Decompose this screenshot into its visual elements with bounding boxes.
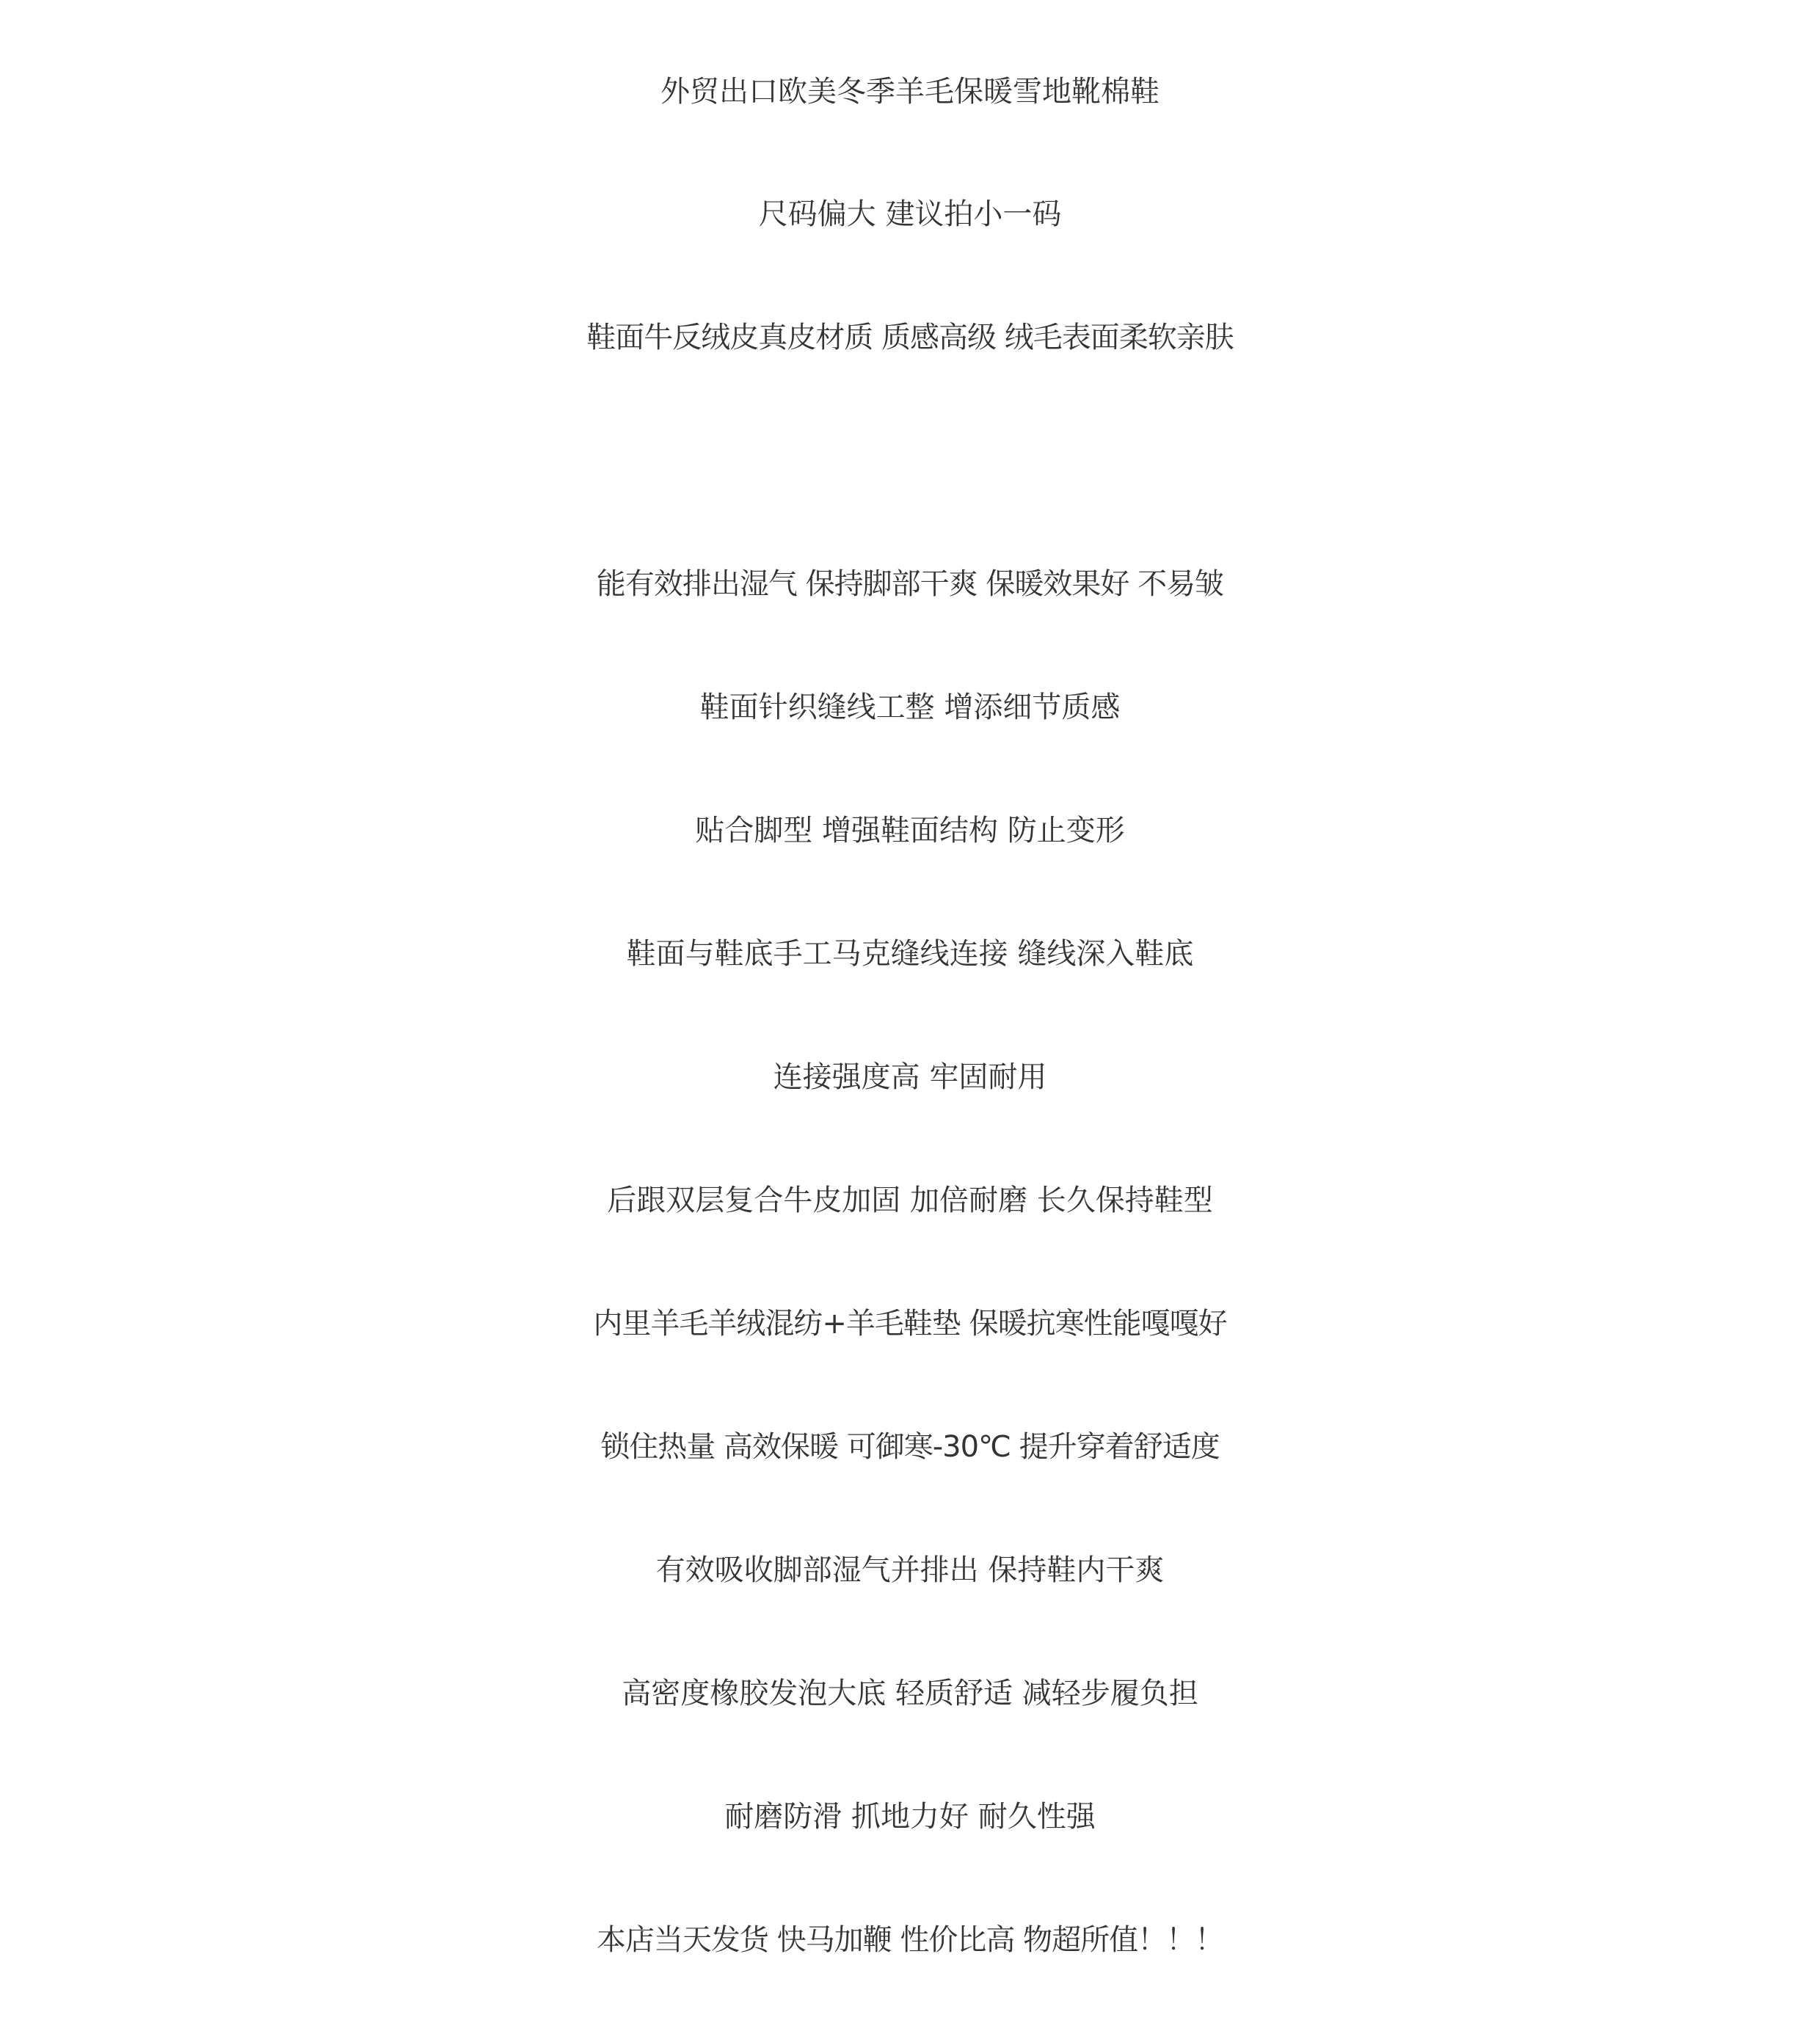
feature-line-outsole: 高密度橡胶发泡大底 轻质舒适 减轻步履负担 — [622, 1677, 1198, 1710]
feature-line-moisture: 有效吸收脚部湿气并排出 保持鞋内干爽 — [655, 1553, 1165, 1587]
feature-line-sole-stitch: 鞋面与鞋底手工马克缝线连接 缝线深入鞋底 — [626, 937, 1194, 971]
feature-line-lining: 内里羊毛羊绒混纺+羊毛鞋垫 保暖抗寒性能嘎嘎好 — [593, 1307, 1227, 1341]
feature-line-warmth: 锁住热量 高效保暖 可御寒-30℃ 提升穿着舒适度 — [600, 1430, 1220, 1464]
feature-line-heel: 后跟双层复合牛皮加固 加倍耐磨 长久保持鞋型 — [607, 1184, 1213, 1217]
feature-line-dry: 能有效排出湿气 保持脚部干爽 保暖效果好 不易皱 — [596, 567, 1224, 601]
feature-line-stitching: 鞋面针织缝线工整 增添细节质感 — [699, 690, 1121, 724]
feature-line-structure: 贴合脚型 增强鞋面结构 防止变形 — [695, 814, 1125, 847]
shipping-promo-line: 本店当天发货 快马加鞭 性价比高 物超所值！！！ — [596, 1923, 1224, 1957]
product-title: 外贸出口欧美冬季羊毛保暖雪地靴棉鞋 — [660, 75, 1160, 109]
material-line: 鞋面牛反绒皮真皮材质 质感高级 绒毛表面柔软亲肤 — [586, 321, 1234, 354]
feature-line-grip: 耐磨防滑 抓地力好 耐久性强 — [724, 1800, 1096, 1834]
feature-line-strength: 连接强度高 牢固耐用 — [773, 1060, 1047, 1094]
size-note: 尺码偏大 建议拍小一码 — [758, 197, 1062, 231]
